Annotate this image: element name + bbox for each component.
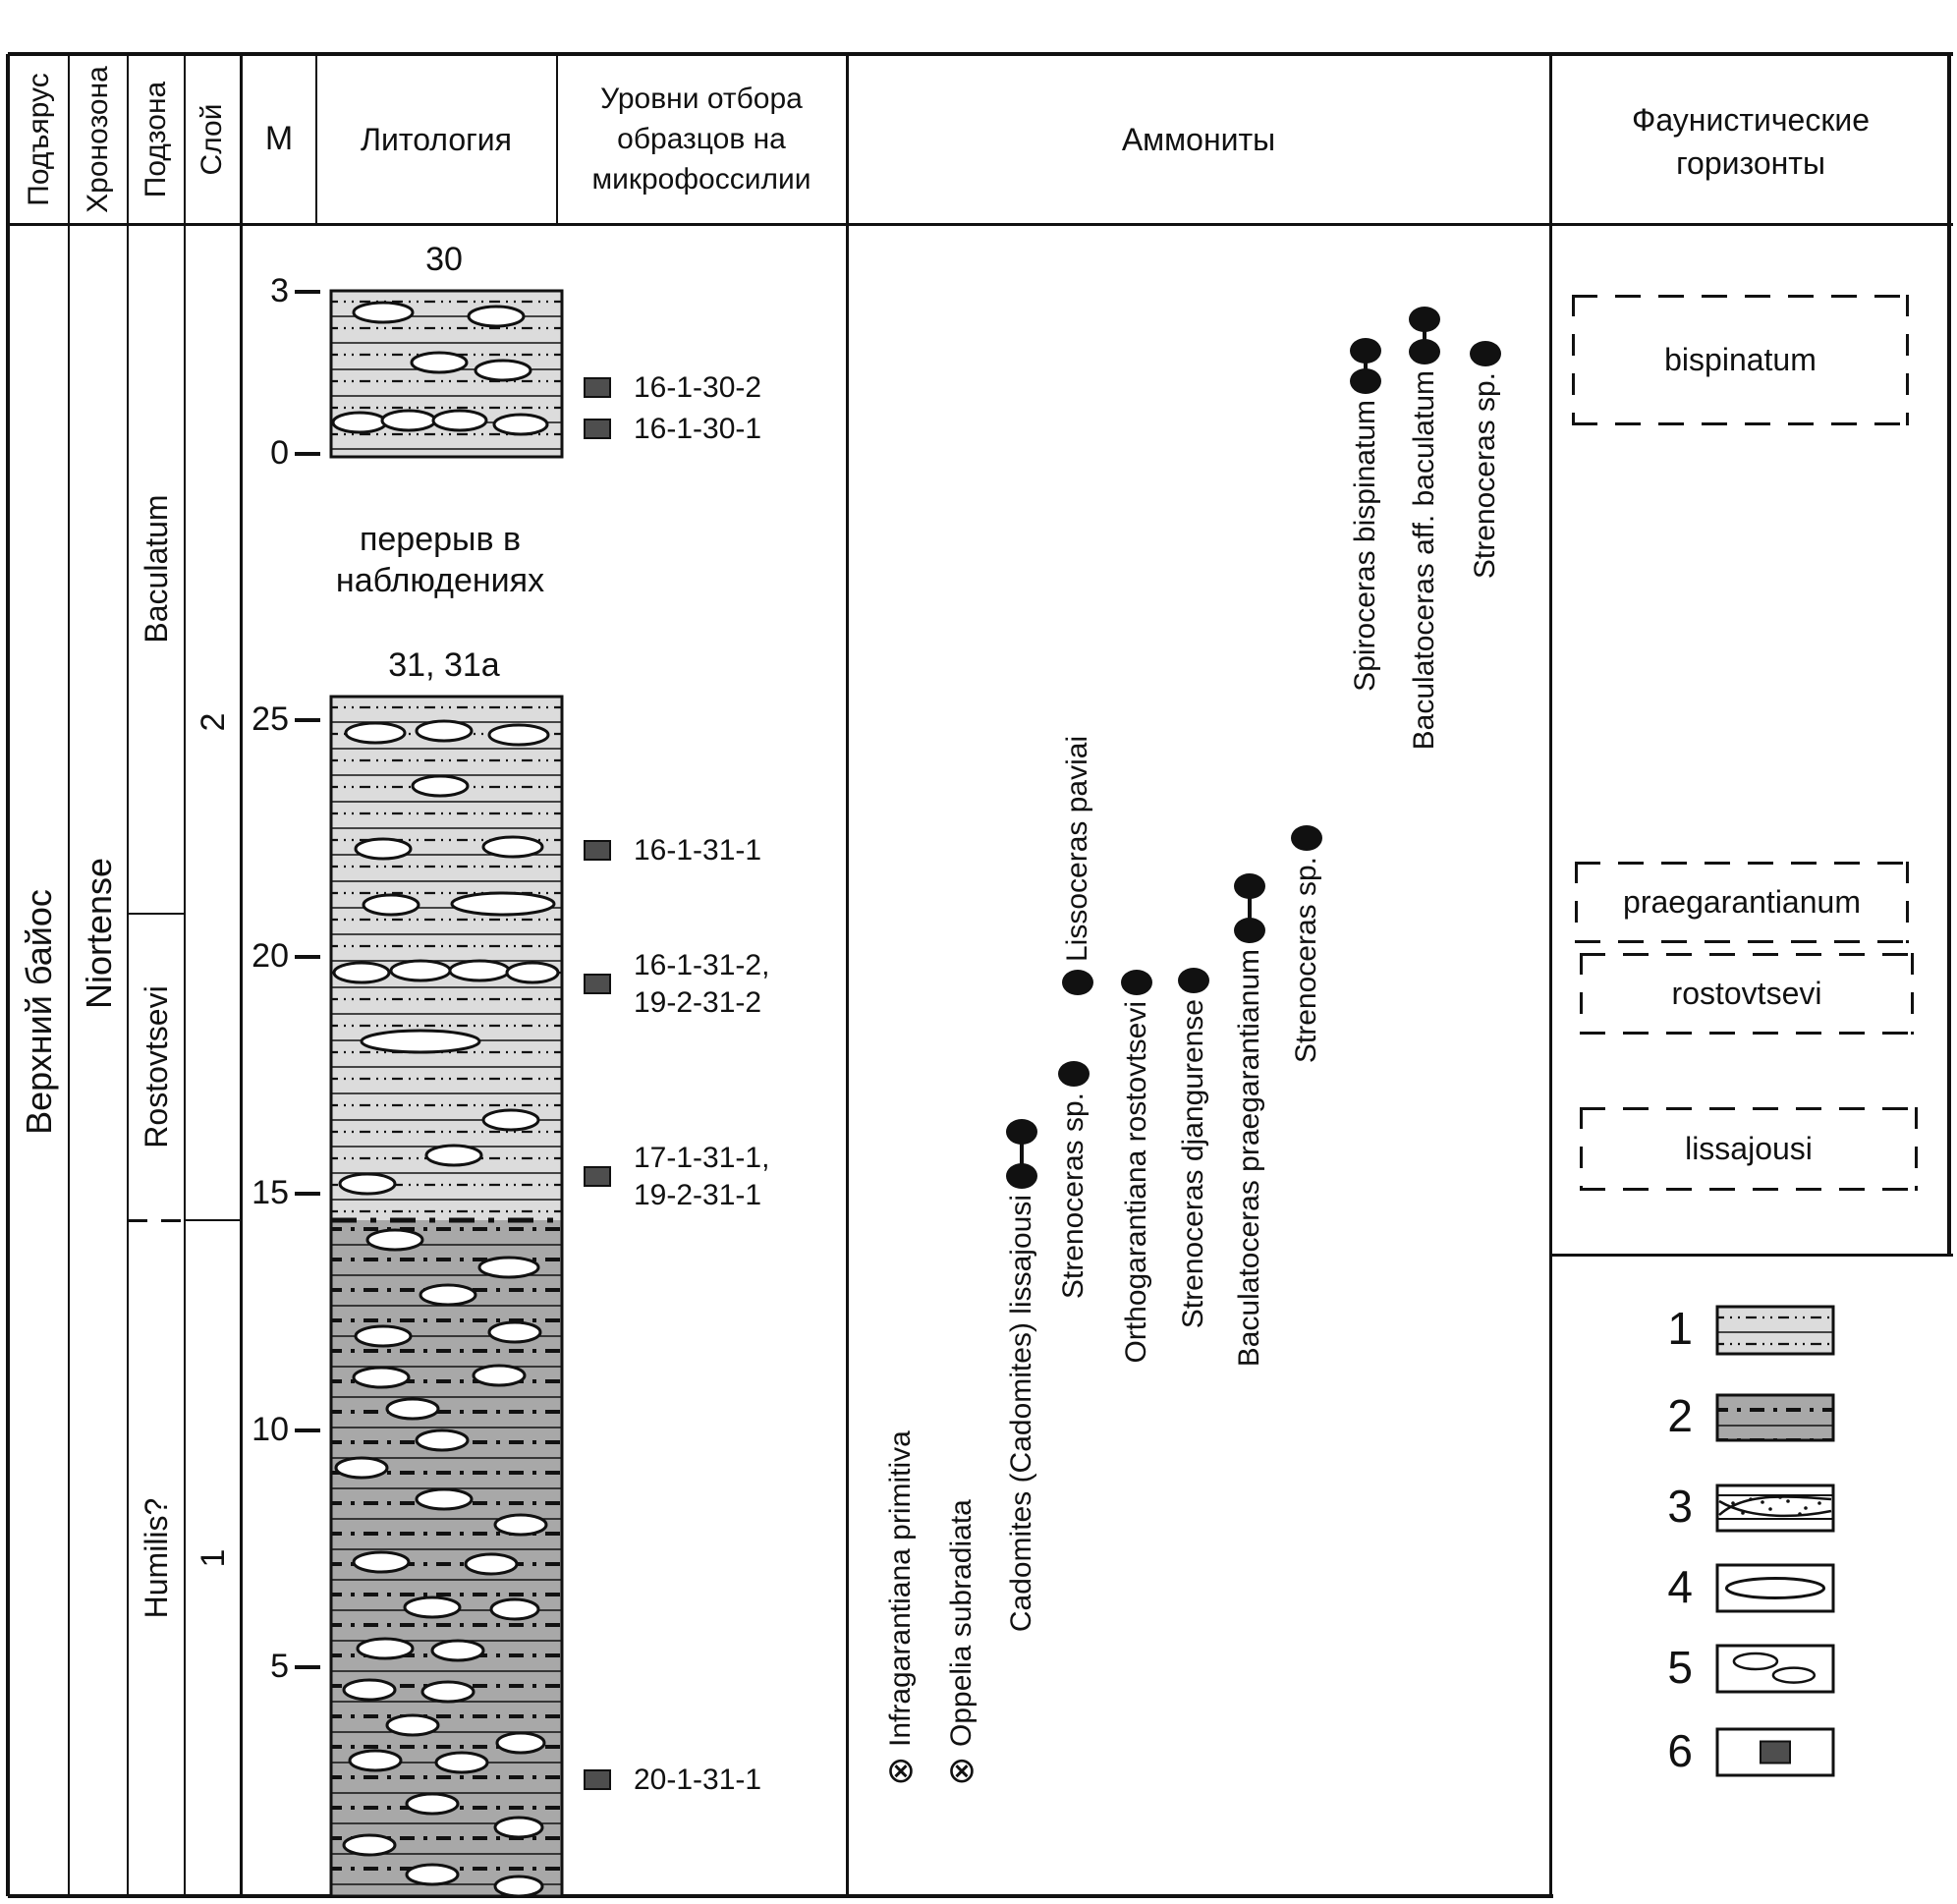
header-ammonites: Аммониты (1121, 122, 1276, 157)
concretion-ellipse (336, 1458, 387, 1478)
sample-label (634, 1140, 769, 1214)
concretion-ellipse (412, 353, 467, 372)
sample-level-marker (584, 377, 611, 398)
lithology-block-31 (327, 693, 566, 1900)
concretion-ellipse (340, 1174, 395, 1194)
scale-tick-label: 0 (270, 434, 289, 472)
scale-tick (295, 955, 320, 959)
occurrence-range-line (1248, 886, 1252, 930)
concretion-ellipse (491, 1599, 538, 1619)
legend-swatch-litho-light (1713, 1303, 1837, 1358)
taxon-label-text: Spiroceras bispinatum (1349, 400, 1382, 692)
taxon-label-text: Cadomites (Cadomites) lissajousi (1005, 1195, 1038, 1633)
sample-label-line: 16-1-30-1 (634, 413, 762, 445)
scale-tick-label: 3 (270, 272, 289, 309)
concretion-ellipse (507, 963, 558, 982)
table-grid-hline (128, 913, 185, 915)
table-grid-vline (315, 54, 317, 224)
sample-label-line: 19-2-31-2 (634, 986, 762, 1019)
concretion-ellipse (452, 893, 554, 915)
concretion-ellipse (344, 1680, 395, 1700)
taxon-label-text: Strenoceras sp. (1290, 857, 1323, 1064)
concretion-ellipse (413, 776, 468, 796)
occurrence-range-line (1423, 319, 1426, 352)
concretion-ellipse (387, 1399, 438, 1419)
concretion-ellipse (497, 1733, 544, 1753)
scale-tick-label: 10 (252, 1411, 289, 1448)
concretion-ellipse (489, 725, 548, 745)
sample-label (634, 369, 761, 407)
header-samples: Уровни отбора образцов на микрофоссилии (591, 83, 811, 196)
taxon-label-text: Baculatoceras praegarantianum (1233, 949, 1266, 1368)
concretion-ellipse (367, 1230, 422, 1250)
sample-label-line: 17-1-31-1, (634, 1142, 770, 1174)
horizon-label: rostovtsevi (1671, 976, 1822, 1011)
sample-label (634, 947, 769, 1022)
sample-label (634, 411, 761, 448)
horizon-label: praegarantianum (1623, 884, 1861, 920)
scale-tick (295, 290, 320, 294)
concretion-ellipse (479, 1258, 538, 1277)
sample-label (634, 1762, 761, 1799)
sample-level-marker (584, 840, 611, 861)
table-grid-hline (185, 1219, 241, 1221)
sample-label-line: 20-1-31-1 (634, 1764, 762, 1796)
table-grid-hline (128, 1219, 185, 1222)
occurrence-dot (1291, 825, 1322, 851)
table-grid-hline (8, 52, 1953, 56)
concretion-ellipse (417, 721, 472, 741)
legend-number: 5 (1667, 1641, 1693, 1693)
concretion-ellipse (407, 1865, 458, 1884)
sample-label-line: 16-1-31-1 (634, 834, 762, 867)
table-grid-vline (1549, 54, 1552, 1896)
lithology-block-30 (327, 287, 566, 461)
table-grid-vline (127, 54, 129, 1896)
bed-30-number: 30 (425, 241, 463, 278)
table-grid-vline (556, 54, 558, 224)
concretion-ellipse (494, 415, 547, 434)
concretion-ellipse (405, 1597, 460, 1617)
concretion-ellipse (422, 1682, 474, 1702)
table-grid-vline (6, 54, 10, 1896)
concretion-ellipse (354, 1368, 409, 1387)
scale-tick-label: 15 (252, 1174, 289, 1211)
concretion-ellipse (436, 1753, 487, 1772)
legend-swatch-concretions-small (1713, 1642, 1837, 1696)
concretion-ellipse (344, 1835, 395, 1855)
sample-label (634, 832, 761, 869)
table-grid-vline (846, 54, 849, 1896)
scale-tick (295, 1428, 320, 1432)
bed-31-number: 31, 31а (388, 646, 500, 684)
legend-swatch-sample (1713, 1725, 1837, 1779)
legend-swatch-flaser (1713, 1482, 1837, 1535)
concretion-ellipse (495, 1515, 546, 1535)
header-meters: М (264, 120, 294, 157)
concretion-ellipse (354, 1552, 409, 1572)
concretion-ellipse (354, 303, 413, 322)
scale-tick (295, 1665, 320, 1669)
occurrence-dot (1062, 970, 1093, 995)
occurrence-range-line (1364, 351, 1368, 381)
legend-number: 6 (1667, 1724, 1693, 1776)
concretion-ellipse (417, 1489, 472, 1509)
concretion-ellipse (495, 1876, 542, 1896)
horizon-label: lissajousi (1685, 1131, 1813, 1166)
taxon-label-text: Strenoceras sp. (1469, 372, 1502, 580)
concretion-ellipse (474, 1366, 525, 1385)
concretion-ellipse (407, 1794, 458, 1814)
legend-number: 2 (1667, 1390, 1693, 1441)
concretion-ellipse (483, 1110, 538, 1130)
concretion-ellipse (358, 1639, 413, 1658)
concretion-ellipse (333, 413, 386, 432)
table-grid-vline (184, 54, 186, 1896)
table-grid-hline (8, 223, 1953, 226)
occurrence-circled-cross-icon: ⊗ (885, 1750, 917, 1790)
concretion-ellipse (356, 1326, 411, 1346)
horizon-label: bispinatum (1664, 342, 1817, 377)
concretion-ellipse (387, 1715, 438, 1735)
taxon-label-text: Baculatoceras aff. baculatum (1408, 370, 1441, 751)
scale-tick (295, 1192, 320, 1196)
occurrence-dot (1058, 1061, 1090, 1087)
concretion-ellipse (363, 895, 419, 915)
table-grid-vline (1947, 54, 1951, 1255)
concretion-ellipse (346, 723, 405, 743)
concretion-ellipse (362, 1031, 479, 1052)
taxon-label-text: Strenoceras sp. (1057, 1092, 1090, 1300)
table-grid-hline (1550, 1254, 1953, 1257)
concretion-ellipse (334, 963, 389, 982)
concretion-ellipse (433, 411, 486, 430)
legend-number: 1 (1667, 1303, 1693, 1354)
concretion-ellipse (466, 1554, 517, 1574)
concretion-ellipse (495, 1818, 542, 1837)
legend-swatch-concretion-large (1713, 1561, 1837, 1615)
scale-tick-label: 25 (252, 700, 289, 738)
table-grid-hline (8, 1894, 1553, 1898)
stratigraphic-chart: Подъярус Хронозона Подзона Слой М Литология Уровни отбора образцов на микрофоссилии Аммониты Фаунистические горизонты Верхний байос Niortense Baculatum Rostovtsevi Humilis? 2 1 30 31, 31а перерыв в наблюдениях 3 0 25 20 15 10 5 16-1-30-2 16-1-30-1 16-1-31-1 16-1-31-2, 19-2-31-2 17-1-31-1, 19-2-31-1 20-1-31-1 ⊗ Infragarantiana primitiva ⊗ Oppelia subradiata Cadomites (Cadomites) lissajousi Strenoceras sp. Lissoceras paviai Orthogarantiana rostovtsevi Strenoceras djangurense Baculatoceras praegarantianum Strenoceras sp. Spiroceras bispinatum Baculatoceras aff. baculatum Strenoceras sp. bispinatum praegarantianum rostovtsevi lissajousi 1 2 3 4 5 6 (0, 0, 1957, 1904)
header-horizons: Фаунистические горизонты (1632, 102, 1870, 181)
sample-label-line: 16-1-30-2 (634, 371, 762, 404)
legend-number: 3 (1667, 1481, 1693, 1532)
concretion-ellipse (489, 1322, 540, 1342)
taxon-label-text: Infragarantiana primitiva (884, 1430, 918, 1747)
taxon-label-text: Orthogarantiana rostovtsevi (1120, 1001, 1153, 1364)
occurrence-range-line (1020, 1132, 1024, 1176)
scale-tick-label: 20 (252, 937, 289, 975)
concretion-ellipse (356, 839, 411, 859)
occurrence-dot (1121, 970, 1152, 995)
concretion-ellipse (417, 1430, 468, 1450)
header-lithology: Литология (361, 122, 512, 157)
scale-tick (295, 452, 320, 456)
concretion-ellipse (426, 1146, 481, 1165)
concretion-ellipse (350, 1751, 401, 1770)
table-grid-vline (68, 54, 70, 1896)
concretion-ellipse (432, 1641, 483, 1660)
legend-swatch-litho-dark (1713, 1391, 1837, 1444)
scale-tick-label: 5 (270, 1648, 289, 1685)
taxon-label-text: Oppelia subradiata (945, 1499, 978, 1747)
sample-label-line: 19-2-31-1 (634, 1179, 762, 1211)
scale-tick (295, 718, 320, 722)
taxon-label-text: Strenoceras djangurense (1177, 999, 1210, 1329)
concretion-ellipse (475, 361, 531, 380)
sample-level-marker (584, 419, 611, 439)
occurrence-circled-cross-icon: ⊗ (946, 1750, 978, 1790)
observation-gap-note: перерыв в наблюдениях (335, 521, 545, 599)
concretion-ellipse (483, 837, 542, 857)
sample-level-marker (584, 1769, 611, 1790)
legend-number: 4 (1667, 1560, 1693, 1612)
sample-label-line: 16-1-31-2, (634, 949, 770, 981)
concretion-ellipse (450, 961, 509, 980)
concretion-ellipse (420, 1285, 475, 1305)
sample-level-marker (584, 1166, 611, 1187)
concretion-ellipse (382, 411, 435, 430)
occurrence-dot (1178, 968, 1209, 993)
concretion-ellipse (469, 307, 524, 326)
sample-level-marker (584, 974, 611, 994)
taxon-label-text: Lissoceras paviai (1061, 735, 1094, 962)
occurrence-dot (1470, 341, 1501, 366)
concretion-ellipse (391, 961, 450, 980)
